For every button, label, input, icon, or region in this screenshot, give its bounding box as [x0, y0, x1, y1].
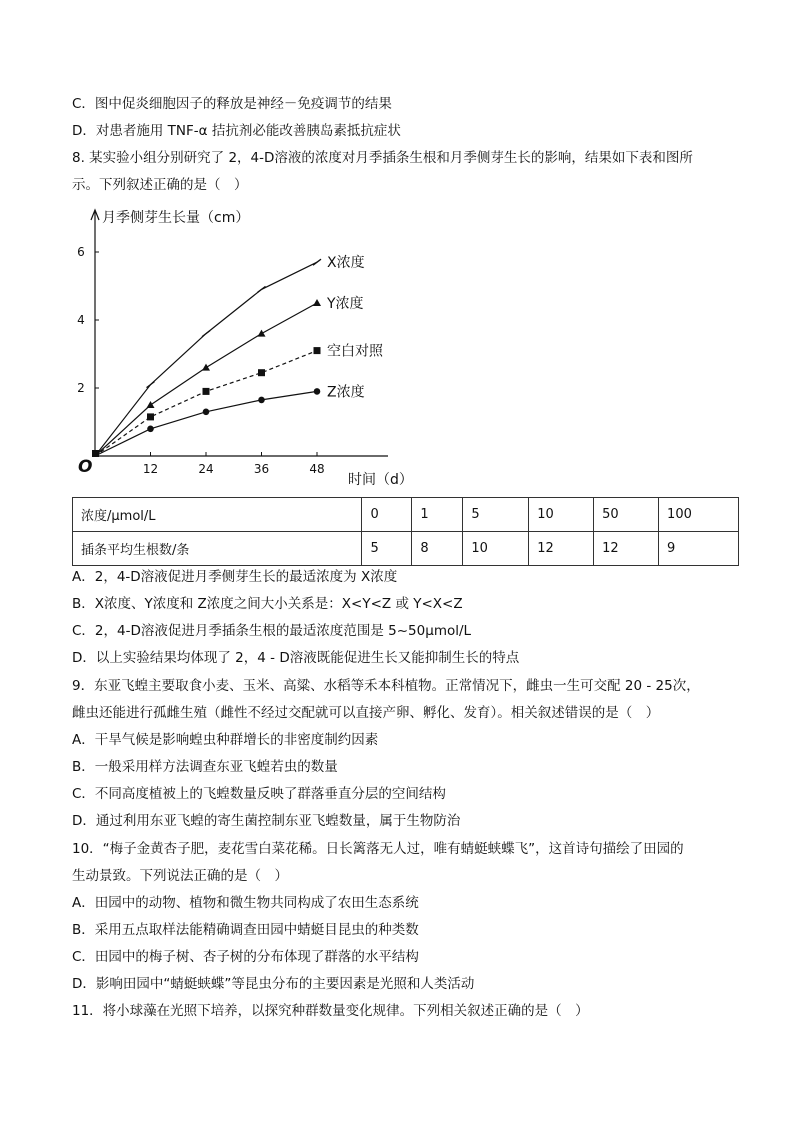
concentration-table: [72, 497, 739, 566]
data-point: [147, 382, 155, 388]
data-point: [313, 299, 321, 306]
question-9-stem-cont: 雌虫还能进行孤雌生殖（雌性不经过交配就可以直接产卵、孵化、发育）。相关叙述错误的是（ ）: [72, 705, 660, 721]
data-point: [147, 413, 154, 420]
question-8-stem-cont: 示。下列叙述正确的是（ ）: [72, 177, 248, 193]
x-tick-label: 12: [142, 462, 159, 476]
data-point: [202, 364, 210, 371]
option-d-q9: D．通过利用东亚飞蝗的寄生菌控制东亚飞蝗数量，属于生物防治: [72, 813, 461, 829]
data-point: [202, 331, 210, 337]
series-label: 空白对照: [327, 343, 383, 360]
growth-chart: [60, 200, 440, 495]
series-line: [95, 303, 317, 456]
x-tick-label: 24: [198, 462, 214, 476]
option-c-q10: C．田园中的梅子树、杏子树的分布体现了群落的水平结构: [72, 949, 419, 965]
y-axis-label: 月季侧芽生长量（cm）: [102, 210, 250, 226]
option-c-q7: C．图中促炎细胞因子的释放是神经－免疫调节的结果: [72, 96, 392, 112]
series-label: X浓度: [327, 255, 365, 272]
option-d-q7: D．对患者施用 TNF-α 拮抗剂必能改善胰岛素抵抗症状: [72, 123, 401, 139]
table-cell: 10: [463, 532, 529, 566]
series-line: [95, 262, 317, 456]
series-line: [95, 391, 317, 456]
table-cell: 1: [412, 498, 463, 532]
data-point: [258, 397, 265, 404]
origin-label: O: [78, 457, 93, 477]
data-point: [258, 369, 265, 376]
table-cell: 50: [594, 498, 659, 532]
question-9-stem: 9．东亚飞蝗主要取食小麦、玉米、高粱、水稻等禾本科植物。正常情况下，雌虫一生可交配 20 - 25次，: [72, 678, 700, 694]
table-cell: 12: [529, 532, 594, 566]
data-point: [314, 347, 321, 354]
table-cell: 8: [412, 532, 463, 566]
y-tick-label: 6: [77, 245, 85, 259]
option-a-q8: A．2，4-D溶液促进月季侧芽生长的最适浓度为 X浓度: [72, 569, 398, 585]
data-point: [147, 426, 154, 433]
row-header: 浓度/μmol/L: [73, 498, 362, 532]
option-b-q10: B．采用五点取样法能精确调查田园中蜻蜓目昆虫的种类数: [72, 922, 419, 938]
question-11-stem: 11．将小球藻在光照下培养，以探究种群数量变化规律。下列相关叙述正确的是（ ）: [72, 1003, 589, 1019]
data-point: [314, 388, 321, 395]
x-axis-label: 时间（d）: [348, 472, 413, 488]
data-point: [203, 409, 210, 416]
option-b-q9: B．一般采用样方法调查东亚飞蝗若虫的数量: [72, 759, 338, 775]
series-label: Z浓度: [327, 384, 365, 401]
table-row: [73, 498, 739, 532]
data-point: [258, 286, 266, 292]
table-cell: 5: [362, 532, 412, 566]
table-cell: 10: [529, 498, 594, 532]
data-point: [203, 388, 210, 395]
question-8-stem: 8. 某实验小组分别研究了 2，4-D溶液的浓度对月季插条生根和月季侧芽生长的影响，结果如下表和图所: [72, 150, 693, 166]
option-c-q9: C．不同高度植被上的飞蝗数量反映了群落垂直分层的空间结构: [72, 786, 446, 802]
table-cell: 9: [659, 532, 739, 566]
table-row: [73, 532, 739, 566]
y-tick-label: 2: [77, 381, 85, 395]
series-label: Y浓度: [327, 296, 364, 312]
table-cell: 0: [362, 498, 412, 532]
option-d-q10: D．影响田园中“蜻蜓蛱蝶”等昆虫分布的主要因素是光照和人类活动: [72, 976, 475, 992]
y-tick-label: 4: [77, 313, 85, 327]
row-header: 插条平均生根数/条: [73, 532, 362, 566]
x-tick-label: 36: [253, 462, 270, 476]
table-cell: 5: [463, 498, 529, 532]
option-a-q9: A．干旱气候是影响蝗虫种群增长的非密度制约因素: [72, 732, 379, 748]
data-point: [147, 401, 155, 408]
option-c-q8: C．2，4-D溶液促进月季插条生根的最适浓度范围是 5~50μmol/L: [72, 623, 472, 639]
x-tick-label: 48: [309, 462, 325, 476]
question-10-stem-cont: 生动景致。下列说法正确的是（ ）: [72, 868, 288, 884]
question-10-stem: 10．“梅子金黄杏子肥，麦花雪白菜花稀。日长篱落无人过，唯有蜻蜓蛱蝶飞”，这首诗句描绘了田园的: [72, 841, 684, 857]
option-d-q8: D．以上实验结果均体现了 2，4 - D溶液既能促进生长又能抑制生长的特点: [72, 650, 520, 666]
data-point: [313, 259, 321, 265]
option-a-q10: A．田园中的动物、植物和微生物共同构成了农田生态系统: [72, 895, 419, 911]
data-point: [258, 330, 266, 337]
table-cell: 100: [659, 498, 739, 532]
table-cell: 12: [594, 532, 659, 566]
option-b-q8: B．X浓度、Y浓度和 Z浓度之间大小关系是：X<Y<Z 或 Y<X<Z: [72, 596, 463, 612]
